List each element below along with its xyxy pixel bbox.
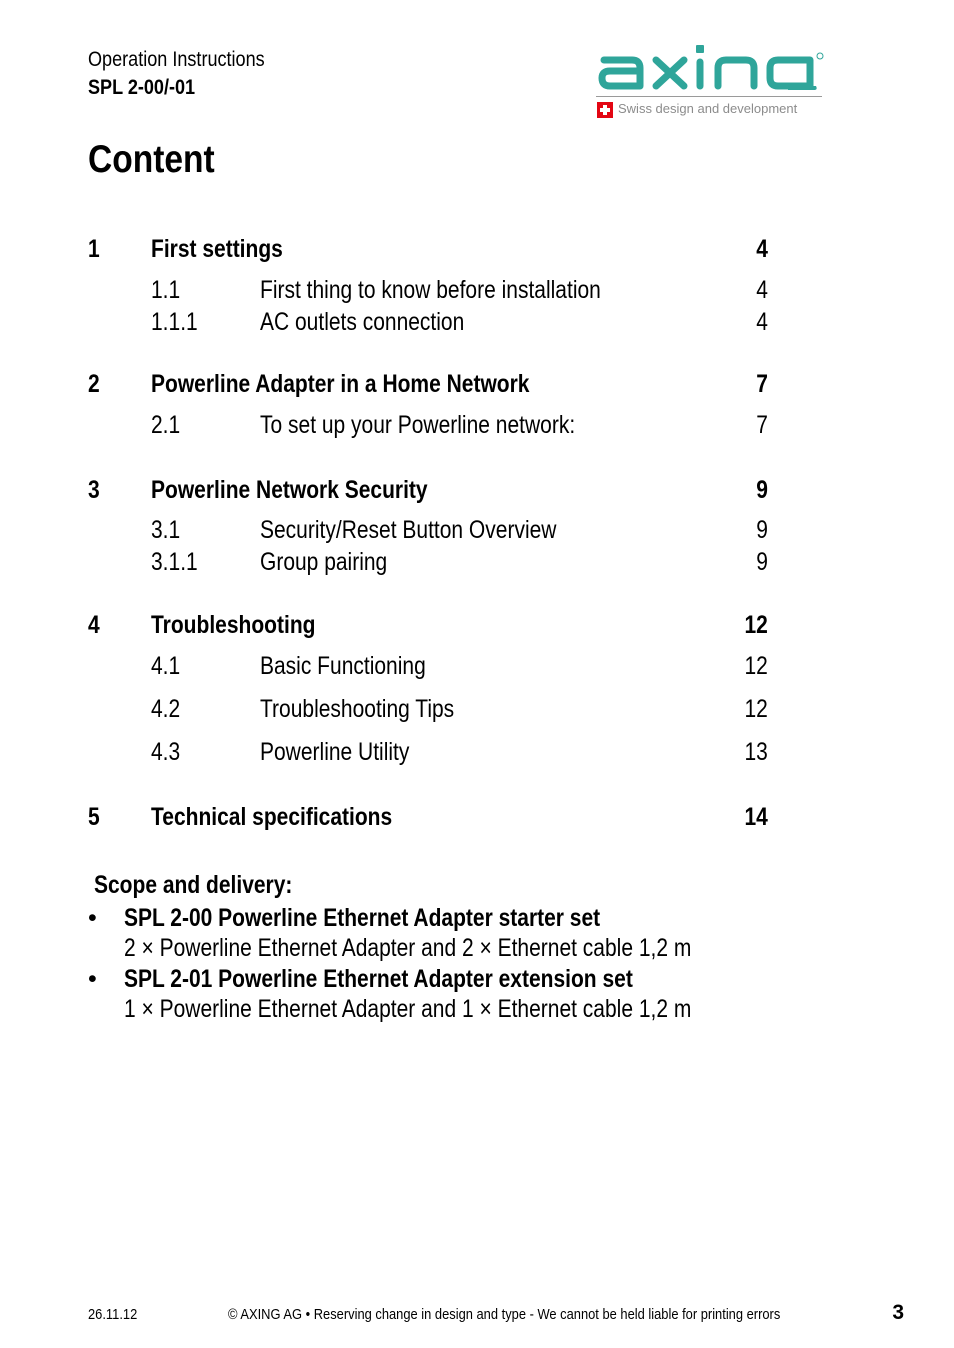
toc-title: Group pairing [260, 548, 388, 576]
toc-title: Troubleshooting [151, 611, 316, 639]
swiss-flag-icon [597, 102, 613, 118]
toc-entry[interactable] [88, 547, 768, 577]
toc-number: 1 [88, 235, 100, 263]
toc-title: Basic Functioning [260, 652, 426, 680]
toc-entry[interactable] [88, 737, 768, 767]
toc-number: 4 [88, 611, 100, 639]
scope-heading [94, 870, 330, 900]
document-header [88, 48, 293, 100]
toc-entry[interactable] [88, 475, 768, 505]
scope-heading-text: Scope and delivery: [94, 871, 293, 899]
toc-number: 5 [88, 803, 100, 831]
toc-number: 2 [88, 370, 100, 398]
toc-page: 7 [756, 411, 768, 439]
toc-page: 12 [744, 695, 768, 723]
toc-title: Powerline Utility [260, 738, 410, 766]
footer-copyright [228, 1306, 870, 1323]
scope-item-description: 2 × Powerline Ethernet Adapter and 2 × Ethernet cable 1,2 m [124, 934, 692, 962]
toc-entry[interactable] [88, 369, 768, 399]
toc-entry[interactable] [88, 802, 768, 832]
toc-page: 12 [744, 652, 768, 680]
toc-page: 4 [756, 276, 768, 304]
scope-item-description: 1 × Powerline Ethernet Adapter and 1 × Ethernet cable 1,2 m [124, 995, 692, 1023]
toc-page: 4 [756, 308, 768, 336]
toc-title: Troubleshooting Tips [260, 695, 455, 723]
toc-title: First thing to know before installation [260, 276, 601, 304]
page-title-text: Content [88, 138, 215, 181]
page-number: 3 [892, 1301, 904, 1324]
toc-number: 1.1 [151, 276, 181, 304]
toc-entry[interactable] [88, 515, 768, 545]
toc-number: 4.1 [151, 652, 181, 680]
toc-title: Security/Reset Button Overview [260, 516, 557, 544]
toc-title: Powerline Adapter in a Home Network [151, 370, 530, 398]
footer-date-text: 26.11.12 [88, 1306, 138, 1323]
toc-page: 4 [756, 235, 768, 263]
toc-number: 2.1 [151, 411, 181, 439]
toc-page: 14 [744, 803, 768, 831]
bullet: • [88, 965, 97, 993]
axing-logo [596, 42, 828, 120]
toc-entry[interactable] [88, 610, 768, 640]
scope-item-name: SPL 2-00 Powerline Ethernet Adapter starter set [124, 904, 601, 932]
doc-type: Operation Instructions [88, 48, 265, 71]
toc-title: AC outlets connection [260, 308, 465, 336]
toc-number: 4.2 [151, 695, 181, 723]
logo-divider [596, 96, 822, 97]
toc-page: 7 [756, 370, 768, 398]
scope-item-name: SPL 2-01 Powerline Ethernet Adapter extension set [124, 965, 633, 993]
logo-tagline: Swiss design and development [618, 101, 798, 116]
toc-page: 9 [756, 516, 768, 544]
toc-entry[interactable] [88, 651, 768, 681]
toc-entry[interactable] [88, 410, 768, 440]
toc-title: First settings [151, 235, 283, 263]
toc-number: 1.1.1 [151, 308, 198, 336]
toc-entry[interactable] [88, 307, 768, 337]
footer-copyright-text: © AXING AG • Reserving change in design and type - We cannot be held liable for printing errors [228, 1306, 781, 1323]
toc-number: 3.1 [151, 516, 181, 544]
toc-number: 4.3 [151, 738, 181, 766]
toc-number: 3 [88, 476, 100, 504]
toc-page: 9 [756, 548, 768, 576]
axing-wordmark-icon [596, 42, 826, 94]
toc-title: To set up your Powerline network: [260, 411, 576, 439]
model-number: SPL 2-00/-01 [88, 76, 196, 99]
toc-title: Technical specifications [151, 803, 393, 831]
toc-entry[interactable] [88, 275, 768, 305]
toc-number: 3.1.1 [151, 548, 198, 576]
page-title [88, 138, 235, 182]
toc-entry[interactable] [88, 694, 768, 724]
bullet: • [88, 904, 97, 932]
toc-entry[interactable] [88, 234, 768, 264]
footer-date [88, 1306, 145, 1323]
toc-page: 9 [756, 476, 768, 504]
toc-page: 13 [744, 738, 768, 766]
toc-title: Powerline Network Security [151, 476, 428, 504]
toc-page: 12 [744, 611, 768, 639]
